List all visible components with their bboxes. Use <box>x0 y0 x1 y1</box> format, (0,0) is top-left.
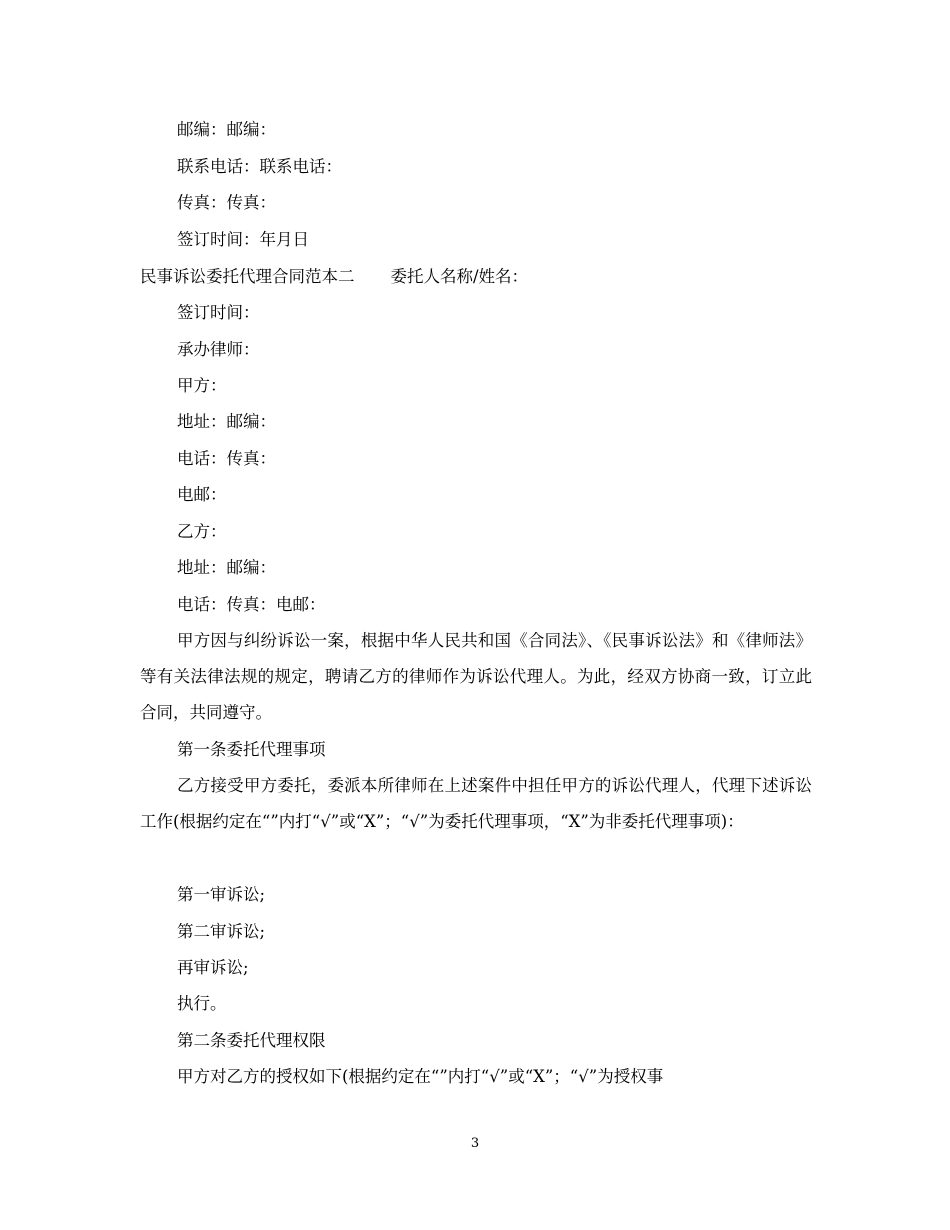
party-a-address-line: 地址：邮编： <box>177 412 276 431</box>
lawyer-line: 承办律师： <box>177 340 260 359</box>
party-a-email-line: 电邮： <box>177 485 227 504</box>
party-b-phone-line: 电话：传真：电邮： <box>177 595 326 614</box>
fax-line: 传真：传真： <box>177 193 276 212</box>
retrial-item: 再审诉讼; <box>177 958 249 977</box>
article-2-paragraph: 甲方对乙方的授权如下(根据约定在“”内打“√”或“X”；“√”为授权事 <box>177 1067 664 1086</box>
party-a-line: 甲方： <box>177 376 227 395</box>
party-b-line: 乙方： <box>177 522 227 541</box>
execution-item: 执行。 <box>177 994 227 1013</box>
signing-date-line: 签订时间：年月日 <box>177 230 309 249</box>
postal-code-line: 邮编：邮编： <box>177 120 276 139</box>
party-b-address-line: 地址：邮编： <box>177 558 276 577</box>
party-a-phone-line: 电话：传真： <box>177 449 276 468</box>
intro-paragraph: 甲方因与纠纷诉讼一案，根据中华人民共和国《合同法》、《民事诉讼法》和《律师法》等有关法律法规的规定，聘请乙方的律师作为诉讼代理人。为此，经双方协商一致，订立此合同，共同遵守。 <box>140 631 812 722</box>
first-instance-item: 第一审诉讼; <box>177 885 266 904</box>
article-2-title: 第二条委托代理权限 <box>177 1031 326 1050</box>
contact-phone-line: 联系电话：联系电话： <box>177 157 342 176</box>
article-1-paragraph: 乙方接受甲方委托，委派本所律师在上述案件中担任甲方的诉讼代理人，代理下述诉讼工作(根据约定在“”内打“√”或“X”；“√”为委托代理事项，“X”为非委托代理事项)： <box>140 776 812 831</box>
article-1-title: 第一条委托代理事项 <box>177 740 326 759</box>
second-instance-item: 第二审诉讼; <box>177 922 266 941</box>
contract-title: 民事诉讼委托代理合同范本二 <box>140 267 355 286</box>
signing-time-line: 签订时间： <box>177 303 260 322</box>
client-name-field: 委托人名称/姓名： <box>390 267 529 286</box>
page-number: 3 <box>470 1136 480 1151</box>
contract-heading-line <box>140 266 528 288</box>
